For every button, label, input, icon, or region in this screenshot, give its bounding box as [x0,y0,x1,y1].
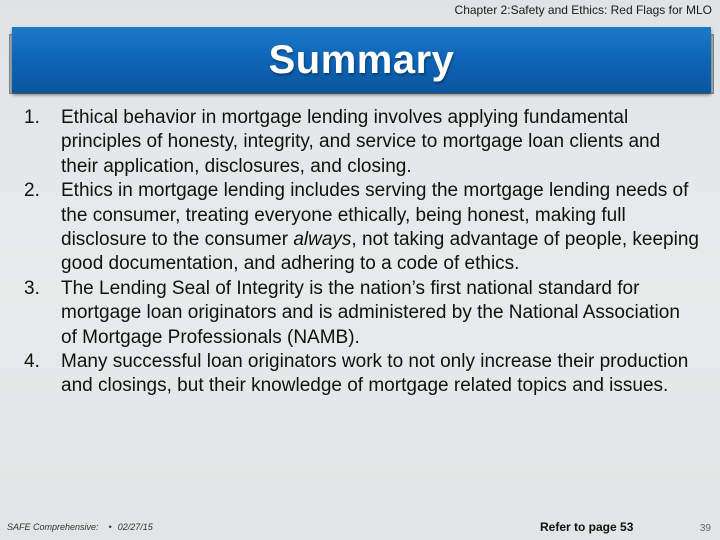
list-item-text: Many successful loan originators work to not only increase their production and closings, but their knowledge of mortgage related topics and issues. [61,351,689,397]
list-item [24,277,700,350]
footer-date: 02/27/15 [117,522,153,532]
list-item [24,106,700,179]
list-item-text-continued: , not taking advantage of people, keeping good documentation, and adhering to a code of ethics. [61,229,699,275]
page-number: 39 [699,523,711,534]
list-item-number: 4. [24,351,40,373]
summary-list [24,106,700,399]
list-item-emphasis: always [293,229,352,251]
chapter-title: Chapter 2:Safety and Ethics: Red Flags for MLO [454,3,712,17]
list-item [24,179,700,277]
list-item-number: 3. [24,277,40,299]
list-item-text: Ethical behavior in mortgage lending involves applying fundamental principles of honesty, integrity, and service to mortgage loan clients and their application, disclosures, and closing. [61,107,661,177]
title-banner [12,27,711,93]
list-item-number: 1. [24,107,40,128]
footer-separator: • [108,522,112,532]
footer-course-info [7,522,153,532]
list-item [24,350,700,399]
list-item-text: Ethics in mortgage lending includes serving the mortgage lending needs of the consumer, treating everyone ethically, being honest, making full disclosure to the consumer [61,180,689,251]
list-item-text: The Lending Seal of Integrity is the nation’s first national standard for mortgage loan originators and is administered by the National Association of Mortgage Professionals (NAMB). [61,277,680,348]
list-item-number: 2. [24,180,40,202]
page-reference: Refer to page 53 [540,520,634,534]
footer-course: SAFE Comprehensive: [7,522,99,532]
slide-title: Summary [268,37,455,82]
